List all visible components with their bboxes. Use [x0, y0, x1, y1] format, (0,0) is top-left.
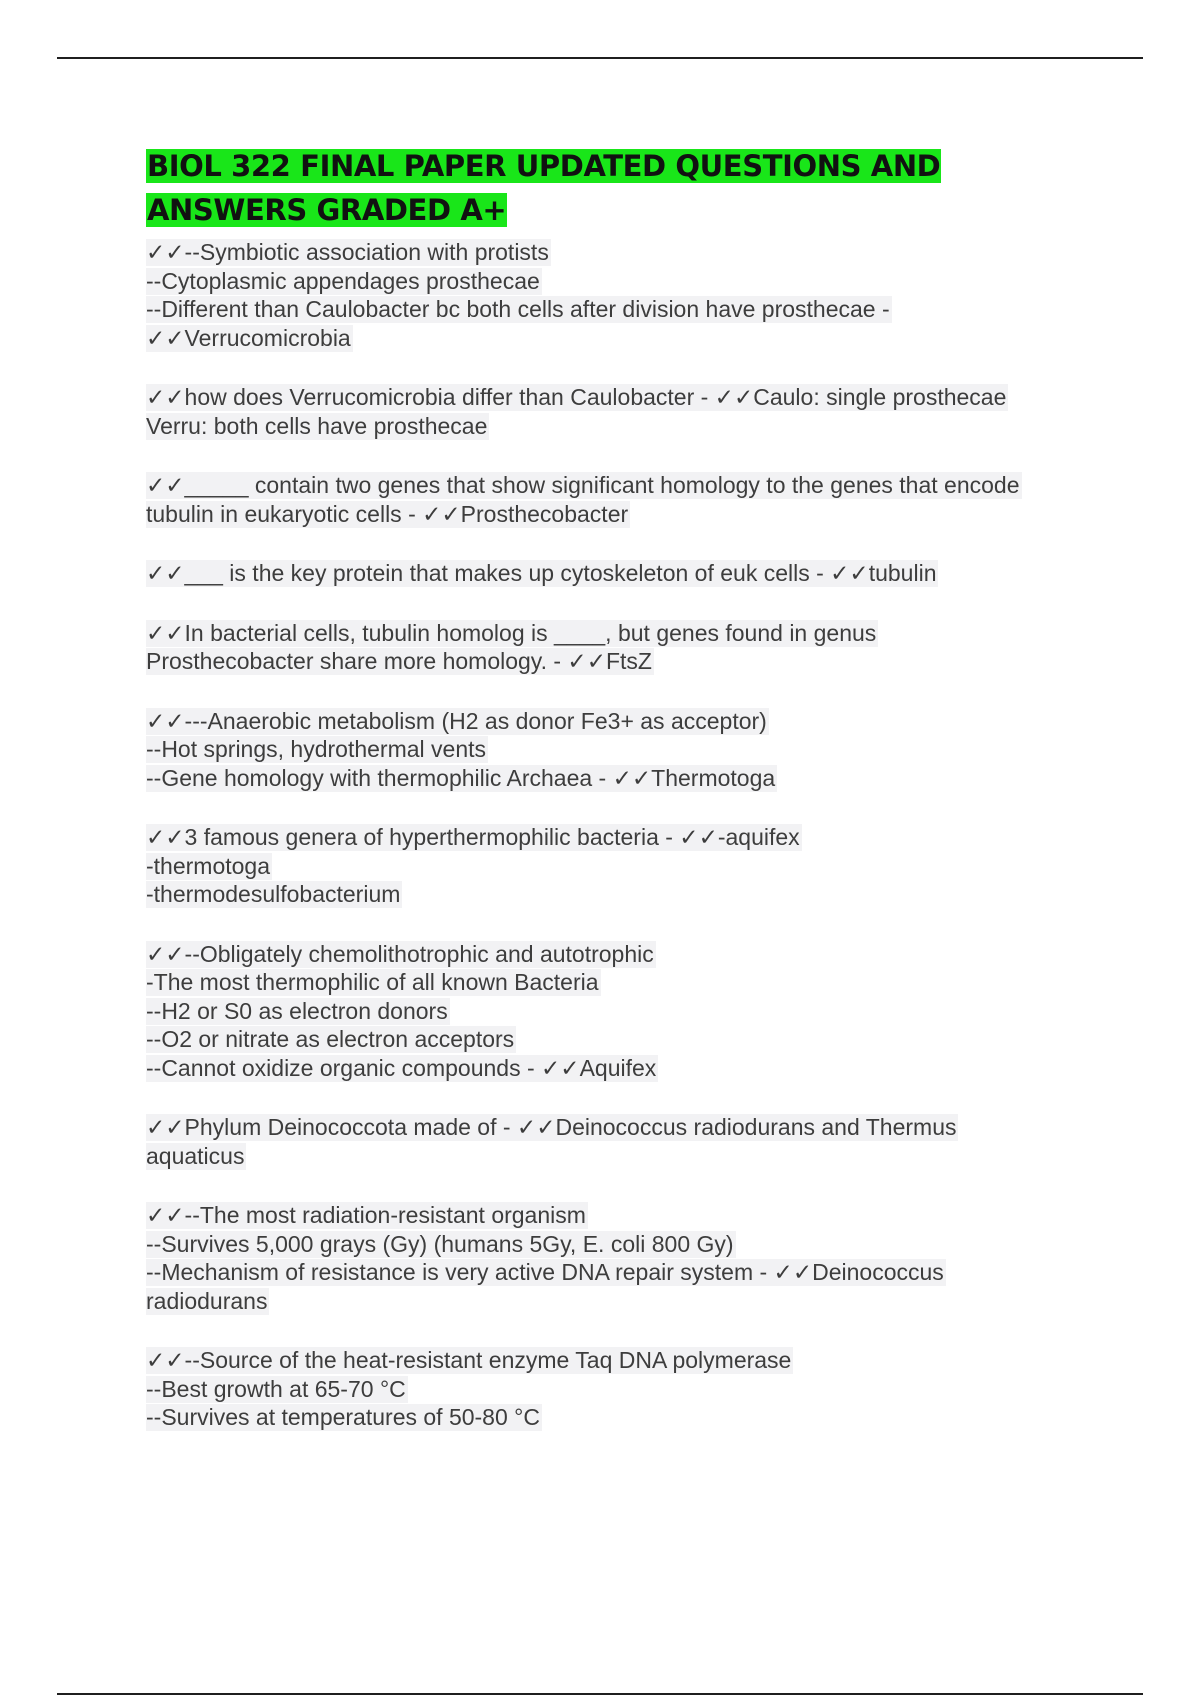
qa-line-text: --Cytoplasmic appendages prosthecae — [146, 267, 540, 294]
qa-line-text: ✓✓--Source of the heat-resistant enzyme Taq DNA polymerase — [146, 1347, 792, 1373]
qa-line — [146, 1403, 1086, 1432]
qa-block — [146, 383, 1086, 440]
qa-line — [146, 324, 1086, 353]
qa-line — [146, 383, 1086, 412]
qa-line — [146, 1346, 1086, 1375]
qa-line-text: -The most thermophilic of all known Bacteria — [146, 969, 599, 995]
qa-line-text: tubulin in eukaryotic cells - ✓✓Prosthecobacter — [146, 500, 629, 527]
qa-line — [146, 852, 1086, 881]
qa-line-text: --Hot springs, hydrothermal vents — [146, 736, 487, 762]
qa-line — [146, 471, 1086, 500]
qa-line — [146, 880, 1086, 909]
qa-line — [146, 1375, 1086, 1404]
qa-block — [146, 471, 1086, 528]
qa-line-text: --Survives 5,000 grays (Gy) (humans 5Gy, E. coli 800 Gy) — [146, 1230, 734, 1257]
qa-line-text: radiodurans — [146, 1287, 268, 1314]
qa-line — [146, 735, 1086, 764]
qa-line-text: ✓✓Verrucomicrobia — [146, 324, 351, 351]
qa-line-text: --Cannot oxidize organic compounds - ✓✓Aquifex — [146, 1054, 657, 1081]
qa-block — [146, 1201, 1086, 1315]
document-title — [146, 144, 1086, 232]
qa-line — [146, 500, 1086, 529]
qa-line — [146, 1258, 1086, 1287]
qa-block — [146, 1346, 1086, 1432]
qa-line-text: aquaticus — [146, 1142, 245, 1169]
qa-line — [146, 1201, 1086, 1230]
qa-line-text: --Survives at temperatures of 50-80 °C — [146, 1404, 540, 1430]
qa-line-text: --H2 or S0 as electron donors — [146, 997, 448, 1024]
qa-block — [146, 238, 1086, 352]
title-line-2: ANSWERS GRADED A+ — [147, 193, 507, 227]
qa-line — [146, 1142, 1086, 1171]
qa-line — [146, 1054, 1086, 1083]
qa-block — [146, 707, 1086, 793]
qa-line-text: --Different than Caulobacter bc both cells after division have prosthecae - — [146, 296, 890, 322]
qa-line-text: ✓✓--The most radiation-resistant organism — [146, 1202, 586, 1228]
qa-line-text: ✓✓---Anaerobic metabolism (H2 as donor Fe3+ as acceptor) — [146, 707, 767, 734]
qa-block — [146, 823, 1086, 909]
qa-line — [146, 238, 1086, 267]
header-rule — [57, 57, 1143, 59]
qa-line-text: -thermodesulfobacterium — [146, 881, 401, 907]
qa-line — [146, 619, 1086, 648]
qa-list — [146, 238, 1086, 1432]
qa-line-text: ✓✓___ is the key protein that makes up cytoskeleton of euk cells - ✓✓tubulin — [146, 560, 937, 586]
qa-line-text: Prosthecobacter share more homology. - ✓✓FtsZ — [146, 648, 652, 674]
qa-line — [146, 968, 1086, 997]
qa-line-text: --Gene homology with thermophilic Archaea - ✓✓Thermotoga — [146, 764, 776, 791]
footer-rule — [57, 1693, 1143, 1695]
qa-block — [146, 619, 1086, 676]
qa-line-text: --Mechanism of resistance is very active DNA repair system - ✓✓Deinococcus — [146, 1259, 944, 1285]
qa-line-text: ✓✓Phylum Deinococcota made of - ✓✓Deinococcus radiodurans and Thermus — [146, 1114, 957, 1140]
qa-line — [146, 1025, 1086, 1054]
qa-line-text: ✓✓_____ contain two genes that show significant homology to the genes that encode — [146, 472, 1020, 498]
qa-line — [146, 1287, 1086, 1316]
qa-line — [146, 647, 1086, 676]
qa-line-text: -thermotoga — [146, 852, 271, 879]
qa-line — [146, 764, 1086, 793]
document-body — [146, 144, 1086, 1463]
qa-block — [146, 1113, 1086, 1170]
qa-line-text: ✓✓In bacterial cells, tubulin homolog is ____, but genes found in genus — [146, 619, 877, 646]
qa-line — [146, 295, 1086, 324]
qa-line — [146, 559, 1086, 588]
qa-line-text: ✓✓--Symbiotic association with protists — [146, 239, 549, 265]
qa-line — [146, 997, 1086, 1026]
qa-line — [146, 707, 1086, 736]
qa-line-text: ✓✓--Obligately chemolithotrophic and autotrophic — [146, 940, 654, 967]
qa-line — [146, 940, 1086, 969]
qa-block — [146, 940, 1086, 1083]
qa-line-text: --O2 or nitrate as electron acceptors — [146, 1026, 515, 1052]
qa-line — [146, 1230, 1086, 1259]
qa-line-text: Verru: both cells have prosthecae — [146, 412, 488, 439]
qa-line — [146, 267, 1086, 296]
qa-line-text: --Best growth at 65-70 °C — [146, 1375, 406, 1402]
qa-line-text: ✓✓how does Verrucomicrobia differ than Caulobacter - ✓✓Caulo: single prosthecae — [146, 384, 1007, 410]
qa-line — [146, 412, 1086, 441]
qa-line-text: ✓✓3 famous genera of hyperthermophilic bacteria - ✓✓-aquifex — [146, 824, 800, 850]
title-line-1: BIOL 322 FINAL PAPER UPDATED QUESTIONS AND — [147, 149, 941, 183]
qa-block — [146, 559, 1086, 588]
qa-line — [146, 1113, 1086, 1142]
qa-line — [146, 823, 1086, 852]
